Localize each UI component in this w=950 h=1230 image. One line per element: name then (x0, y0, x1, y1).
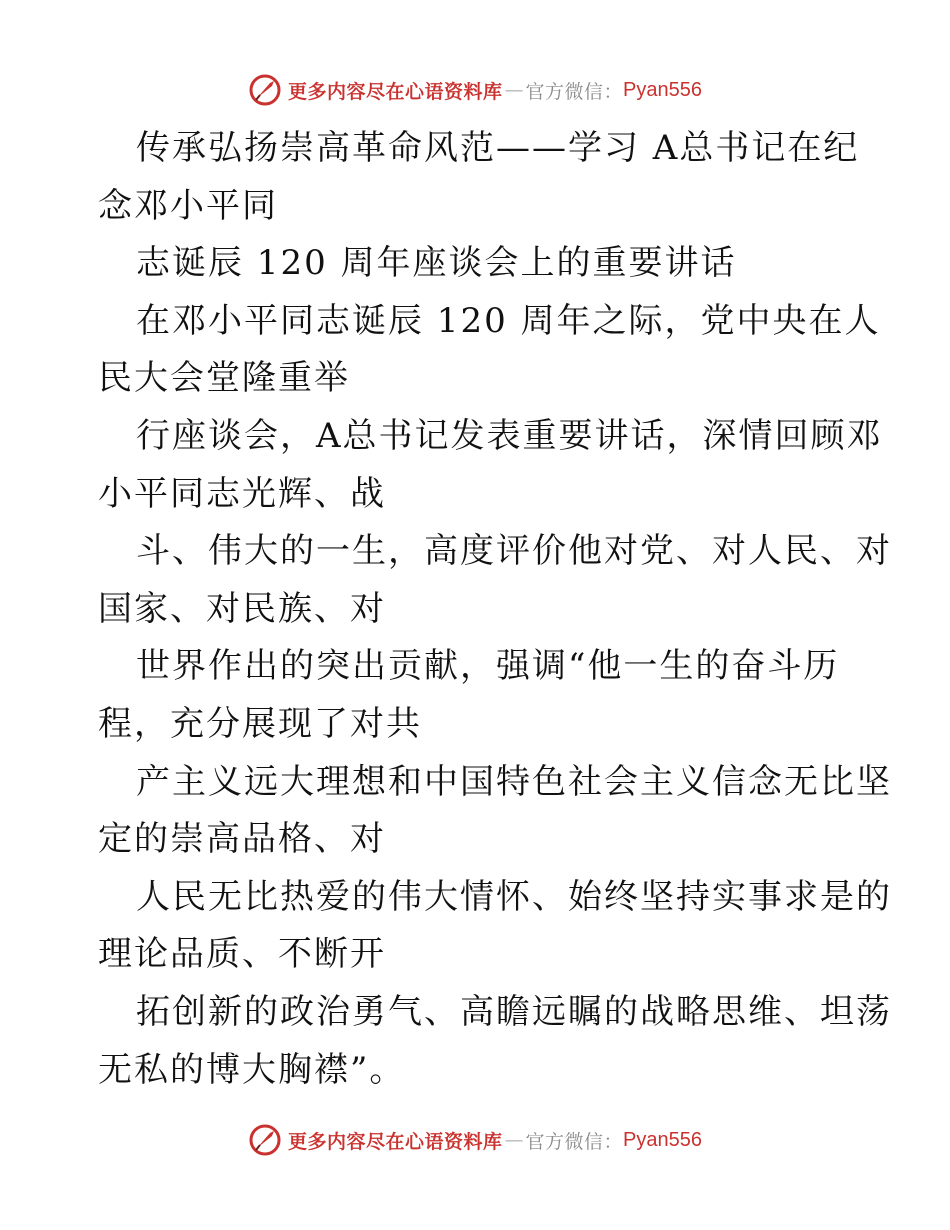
watermark-text: 更多内容尽在心语资料库 (288, 80, 503, 103)
watermark-wechat-id: Pyan556 (623, 78, 702, 101)
watermark-label: 官方微信： (525, 80, 624, 103)
watermark-separator: — (504, 1129, 524, 1151)
text-line: 无私的博大胸襟”。 (98, 1049, 406, 1090)
text-line: 世界作出的突出贡献，强调“他一生的奋斗历 (136, 646, 840, 687)
text-line: 人民无比热爱的伟大情怀、始终坚持实事求是的 (136, 876, 892, 917)
text-line: 国家、对民族、对 (98, 588, 386, 629)
text-line: 产主义远大理想和中国特色社会主义信念无比坚 (136, 761, 892, 802)
text-line: 小平同志光辉、战 (98, 473, 386, 514)
watermark-separator: — (504, 79, 524, 101)
feather-pen-logo-icon (248, 73, 282, 107)
text-line: 传承弘扬崇高革命风范——学习 A总书记在纪 (136, 128, 860, 168)
text-line: 行座谈会，A总书记发表重要讲话，深情回顾邓 (136, 415, 883, 456)
text-line: 民大会堂隆重举 (98, 358, 350, 399)
footer-watermark (0, 1120, 950, 1160)
text-line: 在邓小平同志诞辰 120 周年之际，党中央在人 (136, 300, 881, 341)
text-line: 志诞辰 120 周年座谈会上的重要讲话 (136, 243, 737, 284)
text-line: 定的崇高品格、对 (98, 819, 386, 860)
watermark-label: 官方微信： (525, 1130, 624, 1153)
text-line: 念邓小平同 (98, 185, 278, 226)
text-line: 拓创新的政治勇气、高瞻远瞩的战略思维、坦荡 (136, 991, 892, 1032)
text-line: 斗、伟大的一生，高度评价他对党、对人民、对 (136, 531, 892, 572)
watermark-text: 更多内容尽在心语资料库 (288, 1130, 503, 1153)
text-line: 程，充分展现了对共 (98, 703, 422, 744)
watermark-wechat-id: Pyan556 (623, 1128, 702, 1151)
feather-pen-logo-icon (248, 1123, 282, 1157)
text-line: 理论品质、不断开 (98, 934, 386, 975)
document-body (98, 120, 892, 1099)
header-watermark (0, 70, 950, 110)
